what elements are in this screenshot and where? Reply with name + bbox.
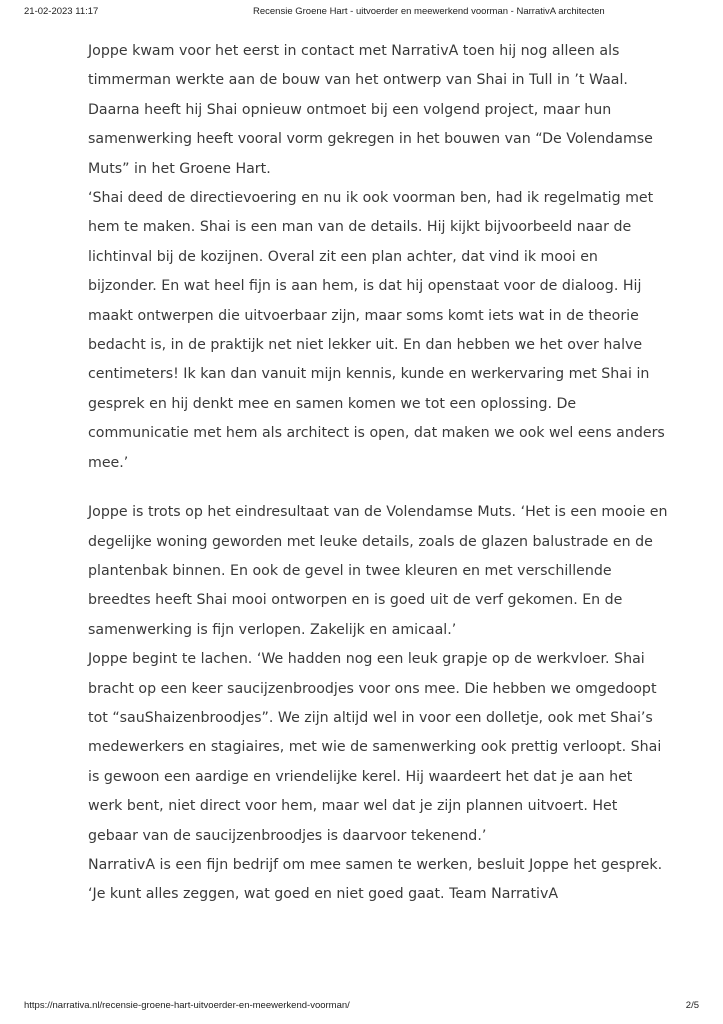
page-url: https://narrativa.nl/recensie-groene-hart-uitvoerder-en-meewerkend-voorman/ — [24, 1000, 350, 1011]
article-body — [88, 37, 668, 910]
article-paragraph: Joppe is trots op het eindresultaat van de Volendamse Muts. ‘Het is een mooie en degelijke woning geworden met leuke details, zoals de glazen balustrade en de plantenbak binnen. En ook de gevel in twee kleuren en met verschillende breedtes heeft Shai mooi ontworpen en is goed uit de verf gekomen. En de samenwerking is fijn verlopen. Zakelijk en amicaal.’ — [88, 504, 668, 638]
article-paragraph: Joppe begint te lachen. ‘We hadden nog een leuk grapje op de werkvloer. Shai bracht op een keer saucijzenbroodjes voor ons mee. Die hebben we omgedoopt tot “sauShaizenbroodjes”. We zijn altijd wel in voor een dolletje, ook met Shai’s medewerkers en stagiaires, met wie de samenwerking ook prettig verloopt. Shai is gewoon een aardige en vriendelijke kerel. Hij waardeert het dat je aan het werk bent, niet direct voor hem, maar wel dat je zijn plannen uitvoert. Het gebaar van de saucijzenbroodjes is daarvoor tekenend.’ — [88, 651, 662, 844]
page-number: 2/5 — [685, 1000, 699, 1011]
article-paragraph: Joppe kwam voor het eerst in contact met NarrativA toen hij nog alleen als timmerman werkte aan de bouw van het ontwerp van Shai in Tull in ’t Waal. Daarna heeft hij Shai opnieuw ontmoet bij een volgend project, maar hun samenwerking heeft vooral vorm gekregen in het bouwen van “De Volendamse Muts” in het Groene Hart. — [88, 43, 653, 177]
print-date: 21-02-2023 11:17 — [24, 6, 99, 17]
print-header — [0, 6, 723, 22]
print-page-title: Recensie Groene Hart - uitvoerder en meewerkend voorman - NarrativA architecten — [253, 6, 605, 17]
article-paragraph: NarrativA is een fijn bedrijf om mee samen te werken, besluit Joppe het gesprek. ‘Je kunt alles zeggen, wat goed en niet goed gaat. Team NarrativA — [88, 856, 663, 903]
article-paragraph: ‘Shai deed de directievoering en nu ik ook voorman ben, had ik regelmatig met hem te maken. Shai is een man van de details. Hij kijkt bijvoorbeeld naar de lichtinval bij de kozijnen. Overal zit een plan achter, dat vind ik mooi en bijzonder. En wat heel fijn is aan hem, is dat hij openstaat voor de dialoog. Hij maakt ontwerpen die uitvoerbaar zijn, maar soms komt iets wat in de theorie bedacht is, in de praktijk net niet lekker uit. En dan hebben we het over halve centimeters! Ik kan dan vanuit mijn kennis, kunde en werkervaring met Shai in gesprek en hij denkt mee en samen komen we tot een oplossing. De communicatie met hem als architect is open, dat maken we ook wel eens anders mee.’ — [88, 190, 665, 471]
print-footer — [0, 1000, 723, 1014]
